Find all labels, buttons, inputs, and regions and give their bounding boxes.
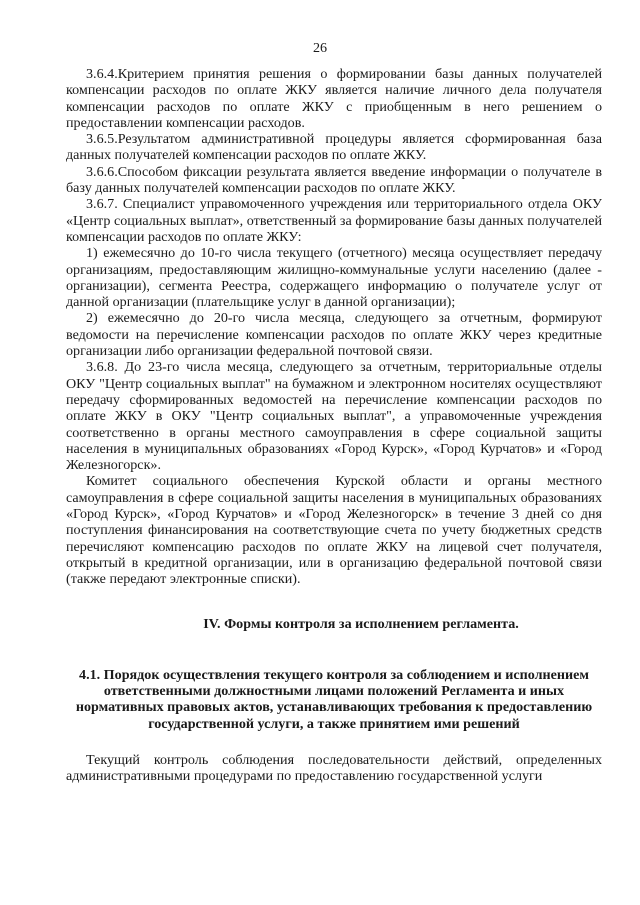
subsection-title: 4.1. Порядок осуществления текущего контроля за соблюдением и исполнением ответственными должностными лицами положений Регламента и иных нормативных правовых актов, устанавливающих требования к предоставлению государственной услуги, а также принятием ими решений — [75, 666, 593, 732]
list-item-2: 2) ежемесячно до 20-го числа месяца, следующего за отчетным, формируют ведомости на перечисление компенсации расходов по оплате ЖКУ через кредитные организации либо организации федеральной почтовой связи. — [66, 310, 602, 360]
paragraph-3-6-4: 3.6.4.Критерием принятия решения о формировании базы данных получателей компенсации расходов по оплате ЖКУ является наличие личного дела получателя компенсации расходов по оплате ЖКУ с приобщенным в него решением о предоставлении компенсации расходов. — [66, 66, 602, 131]
paragraph-3-6-6: 3.6.6.Способом фиксации результата является введение информации о получателе в базу данных получателей компенсации расходов по оплате ЖКУ. — [66, 163, 602, 197]
paragraph-current-control: Текущий контроль соблюдения последовательности действий, определенных административными процедурами по предоставлению государственной услуги — [66, 751, 602, 785]
section-title: IV. Формы контроля за исполнением регламента. — [203, 615, 519, 632]
paragraph-3-6-8: 3.6.8. До 23-го числа месяца, следующего за отчетным, территориальные отделы ОКУ "Центр социальных выплат" на бумажном и электронном носителях осуществляют передачу сформированных ведомостей на перечисление компенсации расходов по оплате ЖКУ в ОКУ "Центр социальных выплат", а управомоченные учреждения соответственно в органы местного самоуправления в сфере социальной защиты населения в муниципальных образованиях «Город Курск», «Город Курчатов» и «Город Железногорск». — [66, 359, 602, 474]
page-number: 26 — [312, 40, 328, 56]
paragraph-3-6-7: 3.6.7. Специалист управомоченного учреждения или территориального отдела ОКУ «Центр социальных выплат», ответственный за формирование базы данных получателей компенсации расходов по оплате ЖКУ: — [66, 196, 602, 245]
paragraph-committee: Комитет социального обеспечения Курской области и органы местного самоуправления в сфере социальной защиты населения в муниципальных образованиях «Город Курск», «Город Курчатов» и «Город Железногорск» в течение 3 дней со дня поступления финансирования на соответствующие счета по учету бюджетных средств перечисляют компенсацию расходов по оплате ЖКУ на лицевой счет получателя, открытый в кредитной организации, или в организацию федеральной почтовой связи (также передают электронные списки). — [66, 473, 602, 588]
list-item-1: 1) ежемесячно до 10-го числа текущего (отчетного) месяца осуществляет передачу организациям, предоставляющим жилищно-коммунальные услуги населению (далее - организации), сегмента Реестра, содержащего информацию о получателе услуг от данной организации (плательщике услуг в данной организации); — [66, 245, 602, 311]
document-body — [66, 66, 602, 785]
paragraph-3-6-5: 3.6.5.Результатом административной процедуры является сформированная база данных получателей компенсации расходов по оплате ЖКУ. — [66, 131, 602, 164]
